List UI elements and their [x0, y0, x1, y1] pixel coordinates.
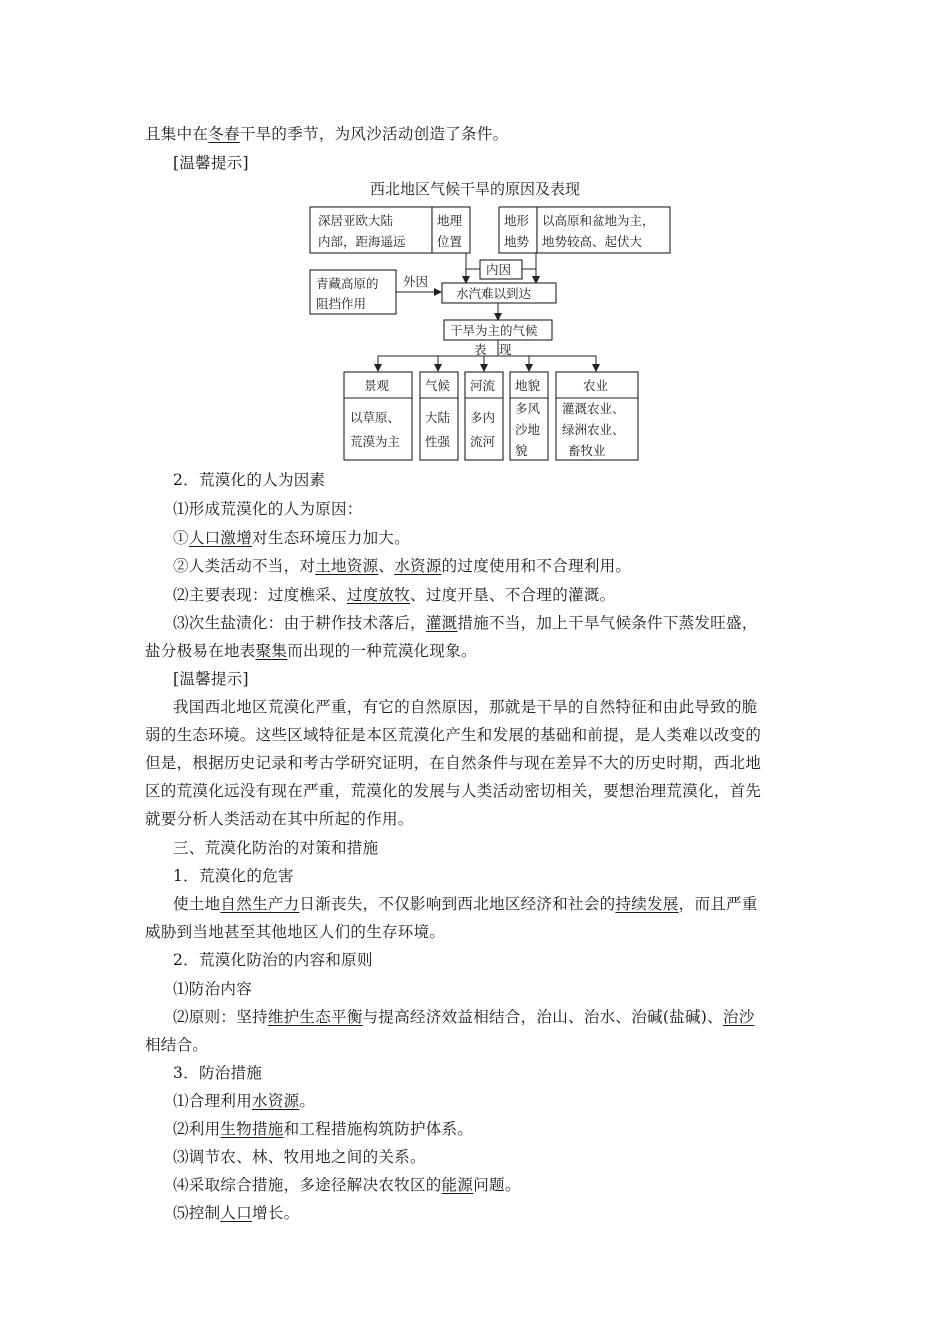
list-item [173, 556, 631, 576]
list-item [173, 1175, 521, 1195]
label-outer-cause: 外因 [403, 274, 429, 289]
text: ⑵原则：坚持 [173, 1008, 268, 1026]
text: 日渐丧失，不仅影响到西北地区经济和社会的 [299, 895, 616, 913]
key-term: 持续发展 [615, 895, 679, 913]
tip-label: [温馨提示] [173, 154, 249, 172]
list-item [173, 1119, 473, 1139]
text: ⑷采取综合措施，多途径解决农牧区的 [173, 1176, 442, 1194]
key-term: 聚集 [255, 642, 288, 660]
flow-diagram [0, 200, 950, 500]
arrow-head [480, 364, 488, 372]
section-heading: 三、荒漠化防治的对策和措施 [173, 839, 379, 857]
list-item: ⑴防治内容 [173, 980, 253, 998]
category-head: 河流 [470, 378, 496, 393]
figure-title: 西北地区气候干旱的原因及表现 [369, 180, 580, 198]
box-plateau-line1: 青藏高原的 [316, 276, 379, 291]
category-climate [420, 372, 458, 460]
key-term: 灌溉 [425, 614, 458, 632]
category-body: 沙地 [515, 422, 541, 437]
box-geo-position-line1: 地理 [437, 213, 463, 228]
box-vapor-text: 水汽难以到达 [456, 286, 532, 301]
box-terrain-line1: 地形 [504, 213, 530, 228]
list-item [173, 528, 410, 548]
list-item: ⑶调节农、林、牧用地之间的关系。 [173, 1148, 426, 1166]
category-body: 流河 [470, 434, 496, 449]
subsection-heading: 1．荒漠化的危害 [173, 867, 294, 885]
category-head: 景观 [364, 378, 390, 393]
list-item [173, 1203, 299, 1223]
paragraph-line: 区的荒漠化远没有现在严重，荒漠化的发展与人类活动密切相关，要想治理荒漠化，首先 [145, 782, 762, 800]
category-body: 畜牧业 [568, 443, 606, 458]
paragraph-line: 弱的生态环境。这些区域特征是本区荒漠化产生和发展的基础和前提，是人类难以改变的 [145, 726, 762, 744]
text: 对生态环境压力加大。 [252, 529, 411, 547]
paragraph-line [145, 124, 508, 144]
key-term: 维护生态平衡 [267, 1008, 363, 1026]
subsection-heading: ⑴形成荒漠化的人为原因： [173, 500, 363, 518]
list-item [173, 1007, 755, 1027]
section-heading: 2．荒漠化的人为因素 [173, 471, 326, 489]
category-body: 荒漠为主 [350, 434, 401, 449]
text: ⑶次生盐渍化：由于耕作技术落后， [173, 614, 426, 632]
key-term: 生物措施 [220, 1120, 284, 1138]
text: 增长。 [252, 1204, 300, 1222]
category-head: 地貌 [515, 378, 541, 393]
text: 措施不当，加上干旱气候条件下蒸发旺盛， [457, 614, 758, 632]
text: 干旱的季节，为风沙活动创造了条件。 [239, 125, 509, 143]
box-terrain-desc-line1: 以高原和盆地为主， [542, 213, 655, 228]
key-term: 自然生产力 [220, 895, 300, 913]
text: ，而且严重 [678, 895, 758, 913]
text: 且集中在 [145, 125, 209, 143]
box-location-line2: 内部，距海遥远 [318, 234, 406, 249]
category-head: 气候 [425, 378, 451, 393]
key-term: 过度放牧 [346, 586, 411, 604]
list-item [173, 613, 758, 633]
box-terrain-line2: 地势 [504, 234, 530, 249]
text: 的过度使用和不合理利用。 [441, 557, 632, 575]
arrow-head [434, 288, 442, 296]
arrow-head [434, 364, 442, 372]
label-manifestation: 表 现 [474, 342, 512, 357]
category-body: 性强 [425, 434, 451, 449]
text: ⑵利用 [173, 1120, 221, 1138]
text: ②人类活动不当，对 [173, 557, 316, 575]
key-term: 冬春 [208, 125, 240, 143]
text: 盐分极易在地表 [145, 642, 256, 660]
box-geo-position-line2: 位置 [437, 234, 463, 249]
list-item [173, 585, 615, 605]
subsection-heading: 2．荒漠化防治的内容和原则 [173, 951, 373, 969]
category-body: 貌 [515, 443, 528, 458]
category-landscape [344, 372, 412, 460]
text: ⑸控制 [173, 1204, 221, 1222]
key-term: 人口激增 [188, 529, 253, 547]
arrow-head [592, 364, 600, 372]
list-item [173, 1091, 315, 1111]
box-climate-text: 干旱为主的气候 [450, 323, 538, 338]
category-body: 多内 [470, 410, 496, 425]
paragraph-line: 相结合。 [145, 1036, 209, 1054]
box-terrain-desc-line2: 地势较高、起伏大 [542, 234, 643, 249]
text: ⑵主要表现：过度樵采、 [173, 586, 347, 604]
category-head: 农业 [583, 378, 609, 393]
category-agriculture [556, 372, 638, 460]
box-location-line1: 深居亚欧大陆 [318, 213, 394, 228]
text: 问题。 [473, 1176, 521, 1194]
paragraph-line: 我国西北地区荒漠化严重，有它的自然原因，那就是干旱的自然特征和由此导致的脆 [173, 698, 758, 716]
arrow-head [525, 364, 533, 372]
text: 和工程措施构筑防护体系。 [283, 1120, 474, 1138]
text: 使土地 [173, 895, 221, 913]
text: 、过度开垦、不合理的灌溉。 [410, 586, 616, 604]
label-inner-cause-text: 内因 [486, 262, 512, 277]
category-rivers [465, 372, 503, 460]
category-body: 绿洲农业、 [562, 422, 625, 437]
text: 、 [378, 557, 395, 575]
subsection-heading: 3．防治措施 [173, 1064, 263, 1082]
category-landform [510, 372, 548, 460]
category-body: 大陆 [425, 410, 451, 425]
paragraph-line: 威胁到当地甚至其他地区人们的生存环境。 [145, 923, 446, 941]
category-body: 灌溉农业、 [562, 401, 625, 416]
paragraph-line: 但是，根据历史记录和考古学研究证明，在自然条件与现在差异不大的历史时期，西北地 [145, 754, 762, 772]
text: 与提高经济效益相结合，治山、治水、治碱(盐碱)、 [362, 1008, 723, 1026]
key-term: 能源 [441, 1176, 474, 1194]
text: 。 [299, 1092, 316, 1110]
key-term: 水资源 [394, 557, 442, 575]
text: ① [173, 529, 189, 547]
key-term: 土地资源 [315, 557, 379, 575]
key-term: 人口 [220, 1204, 253, 1222]
box-plateau-line2: 阻挡作用 [316, 296, 367, 311]
paragraph-line [145, 641, 477, 661]
tip-label: [温馨提示] [173, 670, 249, 688]
arrow-head [374, 364, 382, 372]
paragraph-line [173, 894, 758, 914]
paragraph-line: 就要分析人类活动在其中所起的作用。 [145, 810, 414, 828]
text: ⑴合理利用 [173, 1092, 253, 1110]
key-term: 水资源 [252, 1092, 300, 1110]
category-body: 多风 [515, 401, 541, 416]
category-body: 以草原、 [350, 410, 401, 425]
text: 而出现的一种荒漠化现象。 [287, 642, 477, 660]
key-term: 治沙 [722, 1008, 755, 1026]
